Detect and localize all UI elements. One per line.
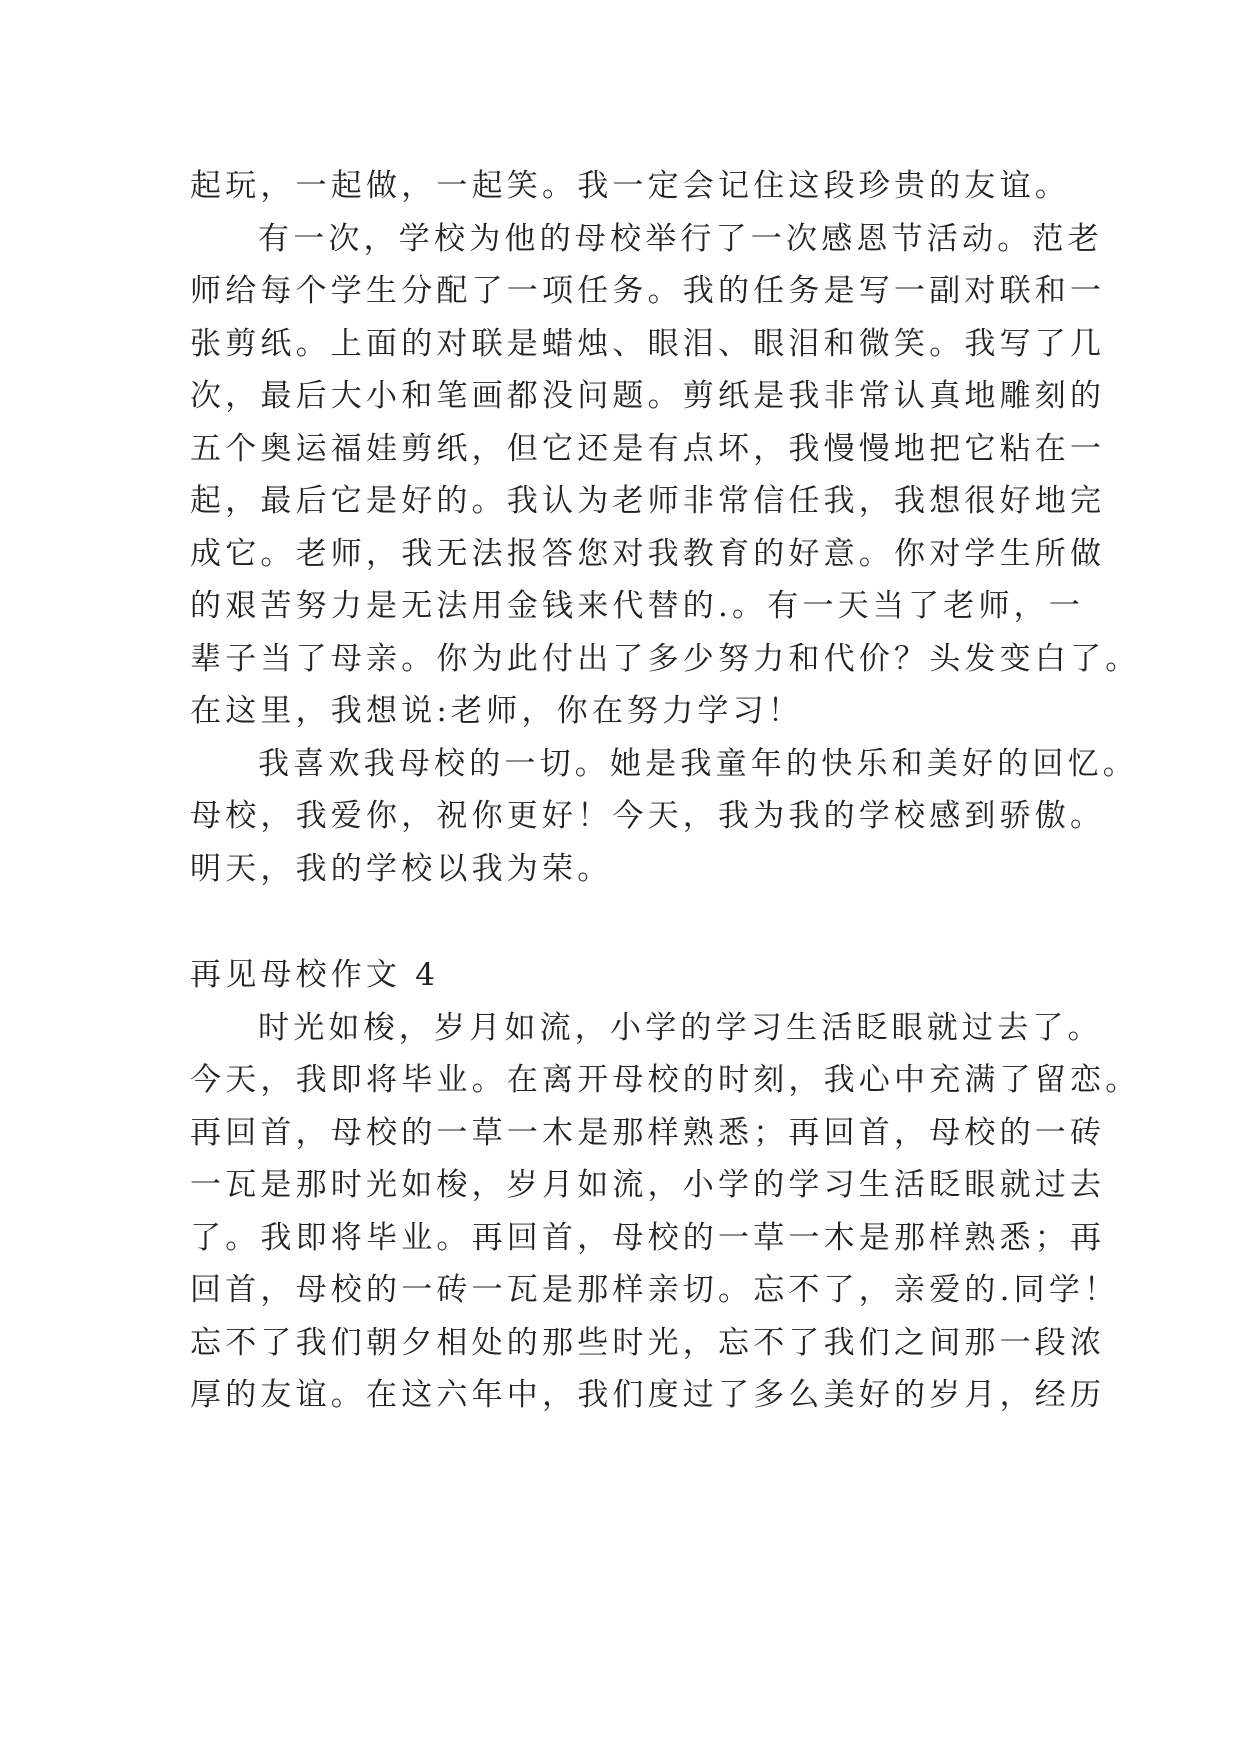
text-line: 忘不了我们朝夕相处的那些时光，忘不了我们之间那一段浓 [190,1324,1106,1361]
text-line: 再回首，母校的一草一木是那样熟悉；再回首，母校的一砖 [190,1114,1106,1151]
text-line: 了。我即将毕业。再回首，母校的一草一木是那样熟悉；再 [190,1219,1106,1256]
text-line: 的艰苦努力是无法用金钱来代替的.。有一天当了老师，一 [190,588,1085,624]
text-line: 回首，母校的一砖一瓦是那样亲切。忘不了，亲爱的.同学！ [190,1272,1120,1308]
paragraph-start-line: 时光如梭，岁月如流，小学的学习生活眨眼就过去了。 [258,1009,1103,1046]
section-title: 再见母校作文 4 [190,957,440,993]
text-line: 师给每个学生分配了一项任务。我的任务是写一副对联和一 [190,273,1106,309]
text-line: 在这里，我想说:老师，你在努力学习！ [190,693,804,729]
text-line: 一瓦是那时光如梭，岁月如流，小学的学习生活眨眼就过去 [190,1167,1106,1203]
text-line: 今天，我即将毕业。在离开母校的时刻，我心中充满了留恋。 [190,1062,1141,1098]
text-line: 成它。老师，我无法报答您对我教育的好意。你对学生所做 [190,535,1106,572]
document-body [190,160,1141,1422]
text-line: 张剪纸。上面的对联是蜡烛、眼泪、眼泪和微笑。我写了几 [190,325,1106,362]
text-line: 母校，我爱你，祝你更好！今天，我为我的学校感到骄傲。 [190,798,1106,834]
section-gap [190,895,1070,949]
text-line: 起，最后它是好的。我认为老师非常信任我，我想很好地完 [190,483,1106,519]
text-line: 次，最后大小和笔画都没问题。剪纸是我非常认真地雕刻的 [190,378,1106,414]
text-line: 起玩，一起做，一起笑。我一定会记住这段珍贵的友谊。 [190,168,1070,204]
text-line: 辈子当了母亲。你为此付出了多少努力和代价？头发变白了。 [190,640,1141,677]
text-line: 厚的友谊。在这六年中，我们度过了多么美好的岁月，经历 [190,1377,1106,1413]
text-line: 五个奥运福娃剪纸，但它还是有点坏，我慢慢地把它粘在一 [190,430,1106,467]
paragraph-start-line: 有一次，学校为他的母校举行了一次感恩节活动。范老 [258,220,1103,257]
paragraph-start-line: 我喜欢我母校的一切。她是我童年的快乐和美好的回忆。 [258,745,1138,782]
text-line: 明天，我的学校以我为荣。 [190,850,613,887]
